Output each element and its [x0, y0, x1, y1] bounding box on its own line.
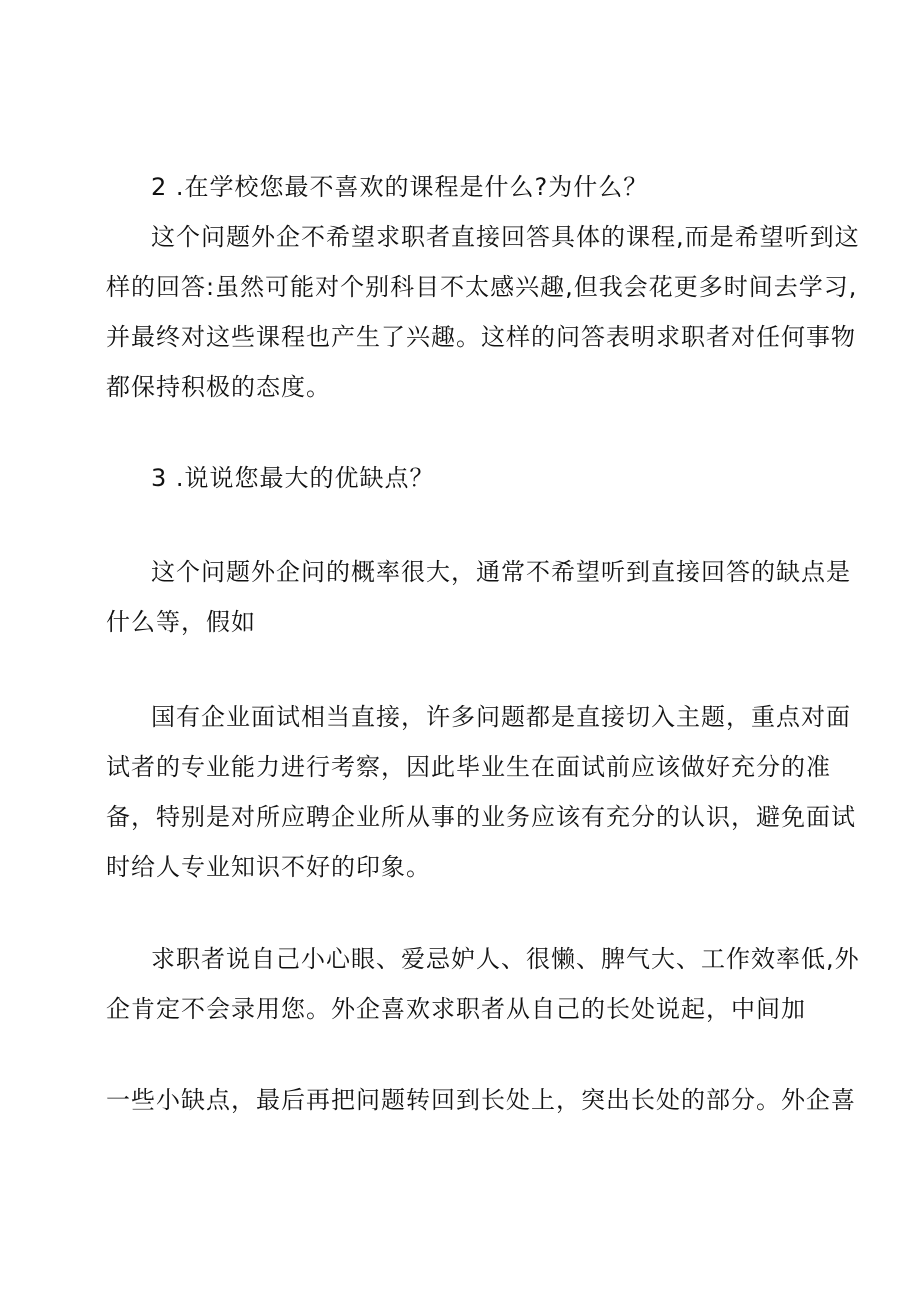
paragraph-line: 国有企业面试相当直接，许多问题都是直接切入主题，重点对面 [151, 703, 851, 731]
heading-question-3: 3 .说说您最大的优缺点？ [151, 464, 435, 492]
paragraph-line: 什么等，假如 [106, 608, 256, 636]
paragraph-line: 试者的专业能力进行考察，因此毕业生在面试前应该做好充分的准 [106, 753, 831, 781]
paragraph-line: 都保持积极的态度。 [106, 373, 331, 401]
paragraph-line: 求职者说自己小心眼、爱忌妒人、很懒、脾气大、工作效率低,外 [151, 945, 860, 973]
paragraph-line: 这个问题外企不希望求职者直接回答具体的课程,而是希望听到这 [151, 223, 860, 251]
heading-question-2: 2 .在学校您最不喜欢的课程是什么?为什么？ [151, 173, 649, 201]
paragraph-line: 企肯定不会录用您。外企喜欢求职者从自己的长处说起，中间加 [106, 995, 806, 1023]
paragraph-line: 时给人专业知识不好的印象。 [106, 853, 431, 881]
paragraph-line: 这个问题外企问的概率很大，通常不希望听到直接回答的缺点是 [151, 558, 851, 586]
paragraph-line: 样的回答:虽然可能对个别科目不太感兴趣,但我会花更多时间去学习, [106, 273, 858, 301]
paragraph-line: 一些小缺点，最后再把问题转回到长处上，突出长处的部分。外企喜 [106, 1086, 856, 1114]
paragraph-line: 并最终对这些课程也产生了兴趣。这样的问答表明求职者对任何事物 [106, 323, 856, 351]
paragraph-line: 备，特别是对所应聘企业所从事的业务应该有充分的认识，避免面试 [106, 803, 856, 831]
